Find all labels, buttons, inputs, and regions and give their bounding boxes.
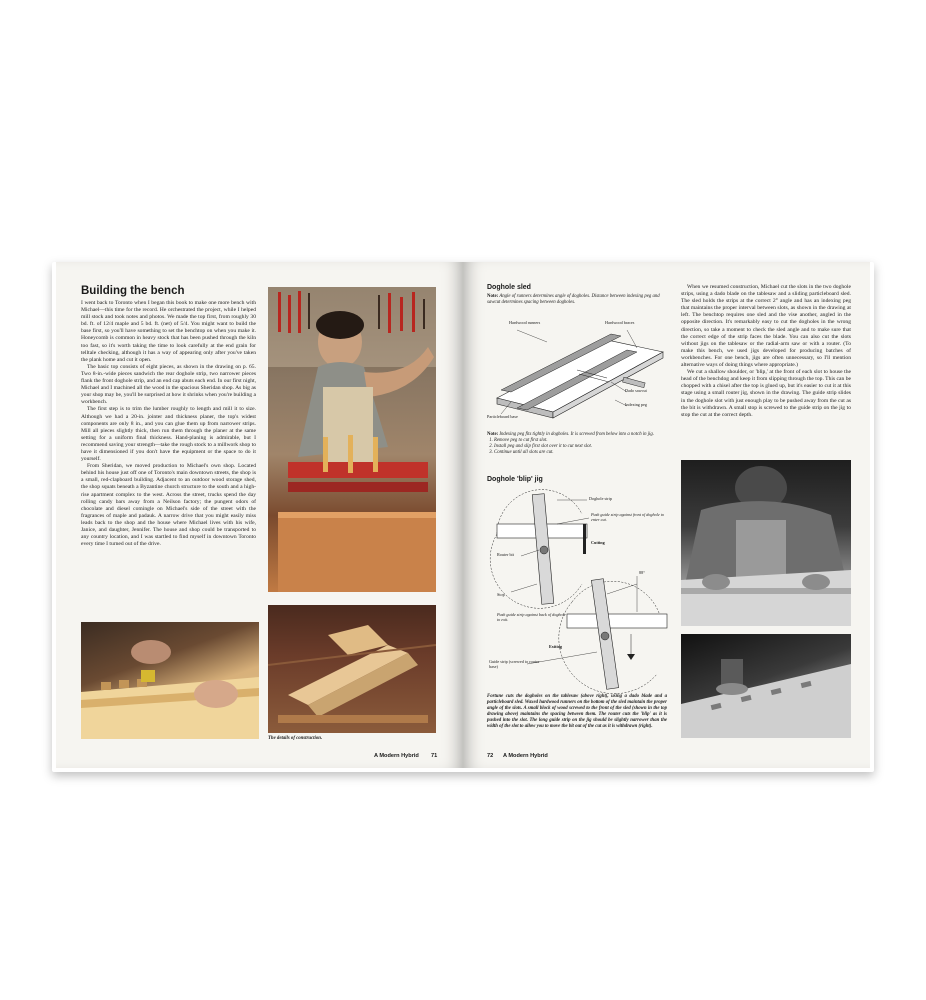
diagram-caption: Fortune cuts the dogholes on the tablesaw (above right), using a dado blade and a particleboard sled. Waxed hardwood runners on the bottom of the sled maintain the proper angle of the slots. A small block of wood screwed to the front of the sled (shown in the top drawing above) maintains the spacing between them. The router cuts the 'blip' as it is pushed into the slot. The long guide strip on the jig should be slightly narrower than the width of the slot to allow you to move the bit out of the cut as it is withdrawn (right). xyxy=(487,694,667,729)
jig-diagram xyxy=(487,484,677,694)
sled-steps xyxy=(487,438,657,456)
label-cutting: Cutting xyxy=(591,540,605,545)
photo-hands-on-wood xyxy=(81,622,259,739)
label-push-back: Push guide strip against back of doghole to exit. xyxy=(497,612,566,622)
router-photo-illustration xyxy=(681,634,851,738)
paragraph: The first step is to trim the lumber roughly to length and mill it to size. Although we had a 20-in. jointer and thickness planer, the top's widest components are only 8 in., and you can glue them up from narrower strips. Mill all pieces slightly thick, then run them through the planer at the same setting for a uniform final thickness. Hand-planing is admirable, but I recommend saving your strength—take the rough stock to a millwork shop to have it dimensioned if you don't have the equipment or the space to do it yourself. xyxy=(81,406,256,463)
sled-note xyxy=(487,294,665,306)
label-hardwood-runners: Hardwood runners xyxy=(509,320,541,325)
label-indexing-peg: Indexing peg xyxy=(625,402,647,407)
note-label: Note: xyxy=(487,294,499,299)
note2-label: Note: xyxy=(487,432,499,437)
label-particleboard-base: Particleboard base xyxy=(487,414,518,419)
label-push-front: Push guide strip against front of doghole to enter cut. xyxy=(591,512,665,522)
paragraph: We cut a shallow shoulder, or 'blip,' at the front of each slot to house the head of the benchdog and keep it from slipping through the top. This can be chopped with a chisel after the top is glued up, but it's easier to cut it at this stage using a small router jig, shown in the drawing. The guide strip slides in the doghole slot with just enough play to be pushed away from the cut as the bit is withdrawn. A small stop is screwed to the guide strip on the jig to stop the cut at the correct depth. xyxy=(681,369,851,418)
photo-tablesaw xyxy=(681,460,851,626)
right-body-text xyxy=(681,284,851,419)
tablesaw-photo-illustration xyxy=(681,460,851,626)
craftsman-photo-illustration xyxy=(268,287,436,592)
label-exiting: Exiting xyxy=(549,644,563,649)
open-book xyxy=(56,262,870,768)
label-router-bit: Router bit xyxy=(497,552,514,557)
footer-title: A Modern Hybrid xyxy=(374,753,419,759)
paragraph: I went back to Toronto when I began this book to make one more bench with Michael—this time for the record. He orchestrated the project, while I helped mill stock and took notes and photos. We made the top first, from roughly 30 bd. ft. of 12/4 maple and 5 bd. ft. (net) of 5/4. You might want to build the base first, so you'll have something to set the benchtop on when you make it. Honeycomb is common in heavy stock that has been pushed through the kiln too fast, so it's worth taking the time to look carefully at the end grain for telltale checking, although it has a way of appearing only after you've taken the plank home and cut it open. xyxy=(81,300,256,363)
step-item: 2. Install peg and slip first slot over it to cut next slot. xyxy=(494,444,657,450)
paragraph: The basic top consists of eight pieces, as shown in the drawing on p. 65. Two 8-in.-wide pieces sandwich the rear doghole strip, two narrower pieces flank the front doghole strip, and an end cap abuts each end. In our first night, Michael and I machined all the wood in the spacious Sheridan shop. As big as your shop may be, you'll be surprised at how it shrinks when you're building a workbench. xyxy=(81,363,256,406)
left-body-text xyxy=(81,300,256,548)
sled-diagram-title: Doghole sled xyxy=(487,284,531,291)
footer-title: A Modern Hybrid xyxy=(503,753,548,759)
label-stop: Stop xyxy=(497,592,505,597)
photo-router-jig xyxy=(681,634,851,738)
sled-diagram xyxy=(487,310,667,430)
label-hardwood-braces: Hardwood braces xyxy=(605,320,635,325)
right-page xyxy=(463,262,870,768)
note2-text: Indexing peg fits tightly in dogholes. It is screwed from below into a notch in jig. xyxy=(499,432,654,437)
paragraph: From Sheridan, we moved production to Michael's own shop. Located behind his house just off one of Toronto's main downtown streets, the shop is a small, red-clapboard building. Adjacent to an outdoor wood storage shed, the shop squats beneath a Byzantine church structure to the south and a high-rise apartment complex to the west. Across the street, trucks spend the day rolling candy bars away from a Neilson factory; the pungent odors of chocolate and diesel comingle on Michael's side of the street with the fragrances of maple and padauk. A narrow drive that you might easily miss leads back to the shop and the house where Michael lives with his wife, Janice, and daughter, Jennifer. The house and shop could be transported to any country location, and I was startled to find myself in downtown Toronto every time I turned out of the drive. xyxy=(81,463,256,548)
label-dado-sawcut: Dado sawcut xyxy=(625,388,647,393)
label-angle: 88° xyxy=(639,570,645,575)
section-heading: Building the bench xyxy=(81,285,185,297)
paragraph: When we resumed construction, Michael cut the slots in the two doghole strips, using a dado blade on the tablesaw and a sliding particleboard sled. The sled holds the strips at the correct 2° angle and has an indexing peg that maintains the proper interval between slots, as shown in the drawing at left. The benchtop requires one sled and the vise another, angled in the opposite direction. It's remarkably easy to cut the dogholes in the wrong direction, so take a moment to check the sled angle and to make sure that the correct edge of the strip faces the blade. You can also cut the slots without jigs on the tablesaw or the radial-arm saw or with a router. (To make this bench, we used jigs developed for producing batches of workbenches. For one bench, jigs are often unnecessary, so I'll mention alternative ways of doing things where appropriate.) xyxy=(681,284,851,369)
details-photo-illustration xyxy=(268,605,436,733)
left-page xyxy=(56,262,463,768)
step-item: 1. Remove peg to cut first slot. xyxy=(494,438,657,444)
page-number: 72 xyxy=(487,753,494,759)
sled-note-2 xyxy=(487,432,657,456)
photo-craftsman-at-bench xyxy=(268,287,436,592)
label-doghole-strip: Doghole strip xyxy=(589,496,612,501)
step-item: 3. Continue until all slots are cut. xyxy=(494,450,657,456)
jig-diagram-title: Doghole 'blip' jig xyxy=(487,476,543,483)
photo-construction-details xyxy=(268,605,436,733)
sled-drawing xyxy=(487,310,667,430)
hands-photo-illustration xyxy=(81,622,259,739)
photo-caption: The details of construction. xyxy=(268,736,323,741)
note-text: Angle of runners determines angle of dogholes. Distance between indexing peg and sawcut determines spacing between dogholes. xyxy=(487,294,660,305)
page-number: 71 xyxy=(431,753,438,759)
label-guide-strip: Guide strip (screwed to router base) xyxy=(489,659,540,669)
